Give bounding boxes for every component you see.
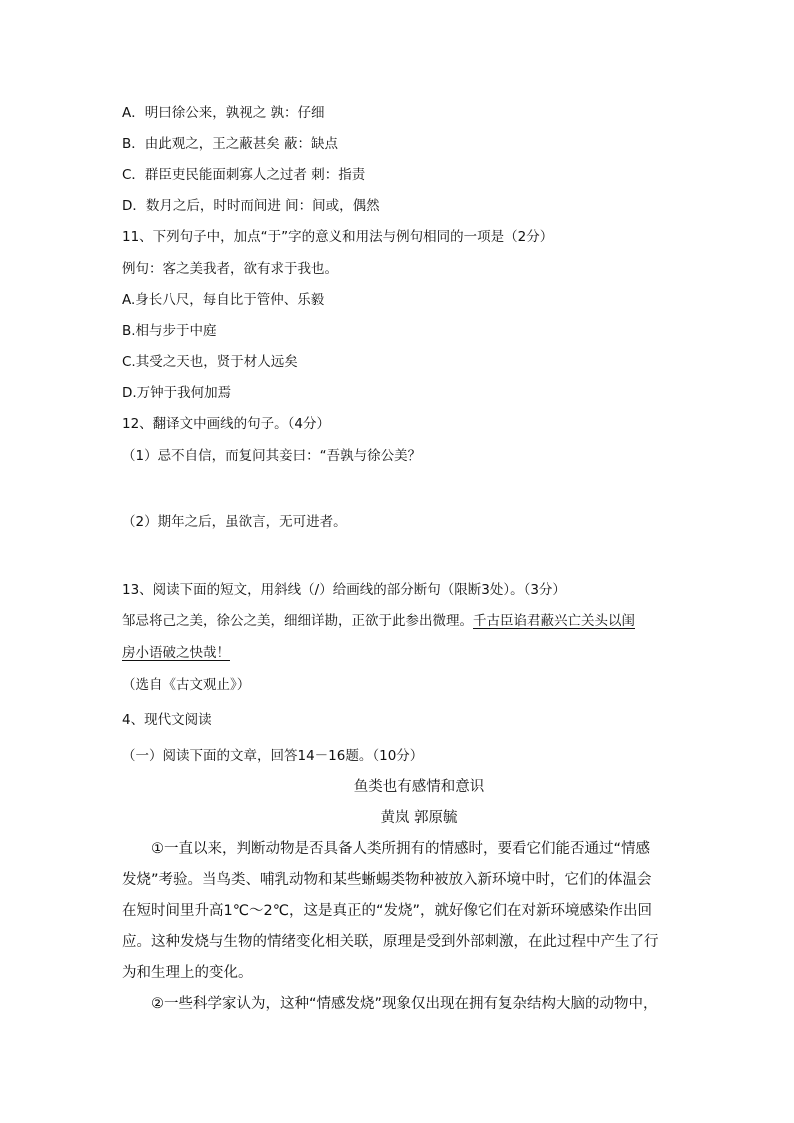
q11-example: 例句：客之美我者，欲有求于我也。 [122,261,338,277]
q10-option-b: B．由此观之，王之蔽甚矣 蔽：缺点 [122,136,339,152]
q13-passage-plain: 邹忌将己之美，徐公之美，细细详勘，正欲于此参出微理。 [122,613,473,629]
article-para-2: ②一些科学家认为，这种“情感发烧”现象仅出现在拥有复杂结构大脑的动物中， [151,996,658,1012]
article-title: 鱼类也有感情和意识 [353,779,485,795]
q12-item-2: （2）期年之后，虽欲言，无可进者。 [122,514,347,530]
article-para-1: ①一直以来，判断动物是否具备人类所拥有的情感时，要看它们能否通过“情感发烧”考验。当鸟类、哺乳动物和某些蜥蜴类物种被放入新环境中时，它们的体温会在短时间里升高1℃～2℃，这是真正的“发烧”，就好像它们在对新环境感染作出回应。这种发烧与生物的情绪变化相关联，原理是受到外部刺激，在此过程中产生了行为和生理上的变化。 [122,841,659,981]
q13-source: （选自《古文观止》） [122,677,251,693]
section4-title: 4、现代文阅读 [122,712,212,728]
article-authors: 黄岚 郭原毓 [380,810,458,826]
q12-item-1: （1）忌不自信，而复问其妾曰：“吾孰与徐公美？ [122,448,422,464]
q13-question: 13、阅读下面的短文，用斜线（/）给画线的部分断句（限断3处）。（3分） [122,582,566,598]
q10-option-d: D．数月之后，时时而间进 间：间或，偶然 [122,198,380,214]
q11-option-a: A.身长八尺，每自比于管仲、乐毅 [122,292,325,308]
q11-option-b: B.相与步于中庭 [122,323,217,339]
q13-passage-underlined: 千古臣谄君蔽兴亡关头以闺 [473,613,635,629]
q13-passage-underlined-cont: 房小语破之快哉！ [122,645,230,661]
section4-sub: （一）阅读下面的文章，回答14－16题。（10分） [122,748,424,764]
q13-passage [122,611,635,631]
q10-option-a: A．明曰徐公来，孰视之 孰：仔细 [122,105,325,121]
q11-option-c: C.其受之天也，贤于材人远矣 [122,354,298,370]
q10-option-c: C．群臣吏民能面刺寡人之过者 刺：指责 [122,167,366,183]
q12-question: 12、翻译文中画线的句子。（4分） [122,416,331,432]
q11-question: 11、下列句子中，加点“于”字的意义和用法与例句相同的一项是（2分） [122,229,554,245]
q13-passage-cont [122,643,230,663]
q11-option-d: D.万钟于我何加焉 [122,385,232,401]
